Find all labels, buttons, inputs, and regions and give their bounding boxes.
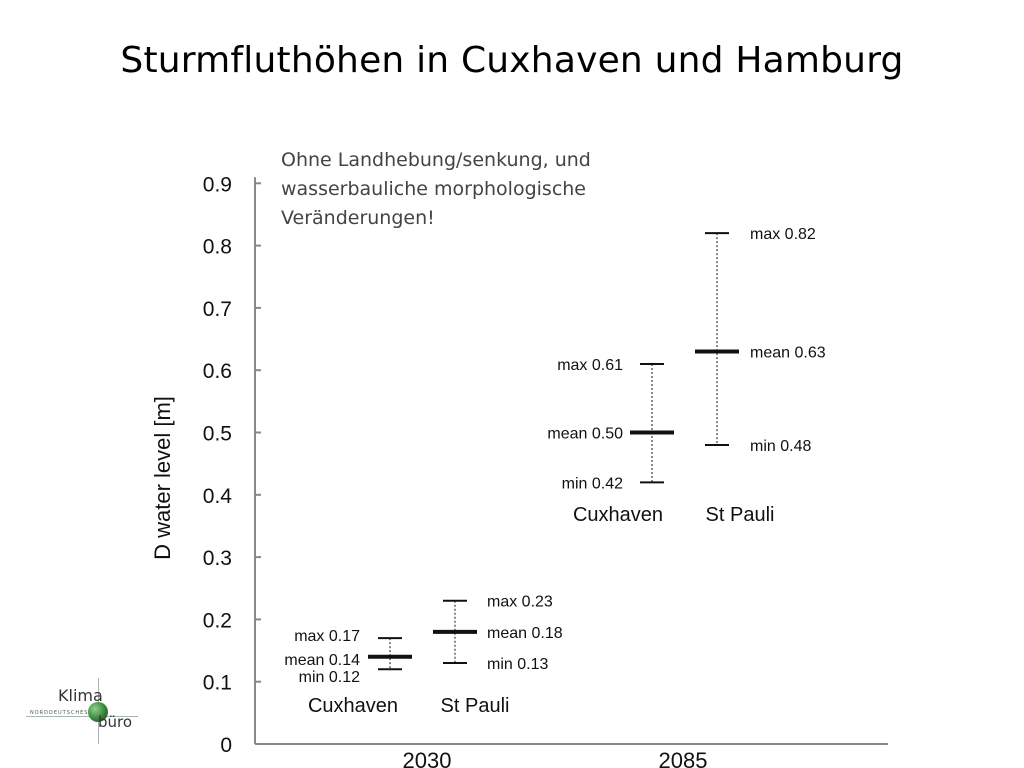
mean-value-label: mean 0.18 <box>487 624 563 642</box>
min-value-label: min 0.12 <box>298 669 360 687</box>
logo-text-top: Klima <box>58 686 103 705</box>
y-tick-label: 0.9 <box>202 173 232 197</box>
mean-value-label: mean 0.63 <box>750 344 826 362</box>
y-axis-title: D water level [m] <box>150 396 175 560</box>
series-name-label: St Pauli <box>705 504 775 526</box>
y-tick-label: 0.8 <box>202 235 232 259</box>
series-name-label: Cuxhaven <box>572 504 664 526</box>
max-value-label: max 0.61 <box>557 356 623 374</box>
y-tick-label: 0.2 <box>202 609 232 633</box>
mean-value-label: mean 0.14 <box>284 651 360 669</box>
x-category-label: 2030 <box>402 748 452 768</box>
mean-value-label: mean 0.50 <box>547 425 623 443</box>
y-tick-label: 0.5 <box>202 422 232 446</box>
min-value-label: min 0.48 <box>750 437 812 455</box>
x-category-label: 2085 <box>658 748 708 768</box>
min-value-label: min 0.13 <box>487 656 549 674</box>
y-tick-label: 0.7 <box>202 297 232 321</box>
klimabuero-logo <box>26 680 138 744</box>
max-value-label: max 0.82 <box>750 226 816 244</box>
logo-text-bottom: büro <box>98 713 133 731</box>
series-name-label: Cuxhaven <box>307 695 399 717</box>
y-tick-label: 0.4 <box>202 484 232 508</box>
y-tick-label: 0.1 <box>202 671 232 695</box>
min-value-label: min 0.42 <box>561 475 623 493</box>
y-tick-label: 0.6 <box>202 360 232 384</box>
chart-note: Ohne Landhebung/senkung, und wasserbauliche morphologische Veränderungen! <box>281 149 591 229</box>
chart-marks <box>368 233 739 669</box>
max-value-label: max 0.17 <box>294 628 360 646</box>
chart-labels <box>150 226 826 768</box>
max-value-label: max 0.23 <box>487 593 553 611</box>
y-axis-ticks <box>203 173 261 757</box>
series-name-label: St Pauli <box>440 695 510 717</box>
y-tick-label: 0.3 <box>202 547 232 571</box>
y-tick-label: 0 <box>220 734 232 757</box>
logo-text-small: NORDDEUTSCHES <box>30 710 89 716</box>
slide-title: Sturmfluthöhen in Cuxhaven und Hamburg <box>120 40 904 81</box>
